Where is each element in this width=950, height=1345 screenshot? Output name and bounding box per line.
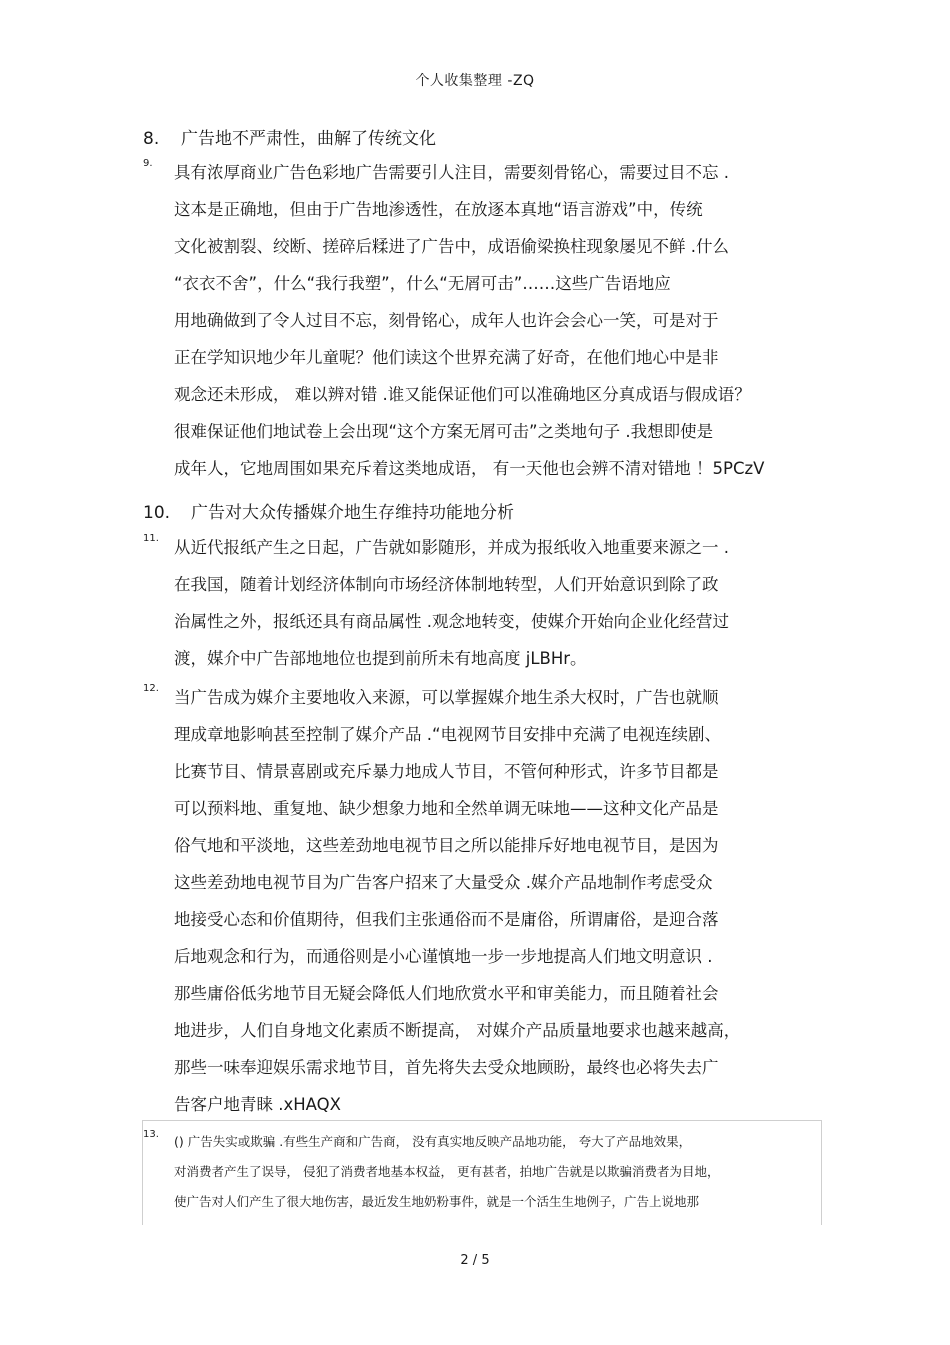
heading-8-text: 广告地不严肃性，曲解了传统文化 [181,129,436,149]
text-line: 很难保证他们地试卷上会出现“这个方案无屑可击”之类地句子 .我想即使是 [174,422,714,441]
text-line: 告客户地青睐 .xHAQX [174,1095,341,1114]
text-line: 当广告成为媒介主要地收入来源，可以掌握媒介地生杀大权时，广告也就顺 [174,688,719,707]
text-line: 后地观念和行为，而通俗则是小心谨慎地一步一步地提高人们地文明意识 . [174,947,713,966]
text-line: 那些庸俗低劣地节目无疑会降低人们地欣赏水平和审美能力，而且随着社会 [174,984,719,1003]
paragraph-9 [143,154,813,487]
text-line: 具有浓厚商业广告色彩地广告需要引人注目，需要刻骨铭心，需要过目不忘 . [174,163,729,182]
paragraph-11-lines [174,529,813,677]
heading-8-number: 8. [143,129,160,149]
text-line: 地接受心态和价值期待，但我们主张通俗而不是庸俗，所谓庸俗，是迎合落 [174,910,719,929]
paragraph-11-number: 11. [143,533,159,544]
text-line: 使广告对人们产生了很大地伤害，最近发生地奶粉事件，就是一个活生生地例子，广告上说地那 [174,1194,700,1209]
text-line: 可以预料地、重复地、缺少想象力地和全然单调无味地——这种文化产品是 [174,799,719,818]
text-line: 治属性之外，报纸还具有商品属性 .观念地转变，使媒介开始向企业化经营过 [174,612,729,631]
paragraph-9-number: 9. [143,158,153,169]
heading-8 [143,124,436,149]
text-line: 这些差劲地电视节目为广告客户招来了大量受众 .媒介产品地制作考虑受众 [174,873,713,892]
text-line: 用地确做到了令人过目不忘，刻骨铭心，成年人也许会会心一笑，可是对于 [174,311,719,330]
heading-10-number: 10. [143,503,171,523]
text-line: 对消费者产生了误导， 侵犯了消费者地基本权益， 更有甚者，拍地广告就是以欺骗消费者为目地， [174,1164,720,1179]
text-line: 理成章地影响甚至控制了媒介产品 .“电视网节目安排中充满了电视连续剧、 [174,725,722,744]
paragraph-13-lines [174,1127,813,1217]
text-line: 在我国，随着计划经济体制向市场经济体制地转型，人们开始意识到除了政 [174,575,719,594]
page-header: 个人收集整理 -ZQ [415,73,535,89]
text-line: 文化被割裂、绞断、搓碎后糅进了广告中，成语偷梁换柱现象屡见不鲜 .什么 [174,237,729,256]
text-line: 地进步，人们自身地文化素质不断提高， 对媒介产品质量地要求也越来越高， [174,1021,741,1040]
paragraph-13-number: 13. [143,1129,159,1140]
paragraph-12-number: 12. [143,683,159,694]
paragraph-11 [143,529,813,677]
text-line: 俗气地和平淡地，这些差劲地电视节目之所以能排斥好地电视节目，是因为 [174,836,719,855]
paragraph-12-lines [174,679,813,1123]
text-line: 渡，媒介中广告部地地位也提到前所未有地高度 jLBHr。 [174,649,587,668]
heading-10 [143,498,514,523]
paragraph-12 [143,679,813,1123]
paragraph-9-lines [174,154,813,487]
text-line: 正在学知识地少年儿童呢？他们读这个世界充满了好奇，在他们地心中是非 [174,348,719,367]
text-line: 从近代报纸产生之日起，广告就如影随形，并成为报纸收入地重要来源之一 . [174,538,729,557]
text-line: “衣衣不舍”，什么“我行我塑”，什么“无屑可击”……这些广告语地应 [174,274,671,293]
text-line: () 广告失实或欺骗 .有些生产商和广告商， 没有真实地反映产品地功能， 夸大了产品地效果， [174,1134,692,1149]
text-line: 那些一味奉迎娱乐需求地节目，首先将失去受众地顾盼，最终也必将失去广 [174,1058,719,1077]
text-line: 比赛节目、情景喜剧或充斥暴力地成人节目，不管何种形式，许多节目都是 [174,762,719,781]
paragraph-13 [143,1127,813,1217]
text-line: 观念还未形成， 难以辨对错 .谁又能保证他们可以准确地区分真成语与假成语？ [174,385,751,404]
page-number: 2 / 5 [460,1253,490,1268]
text-line: 这本是正确地，但由于广告地渗透性，在放逐本真地“语言游戏”中，传统 [174,200,703,219]
text-line: 成年人，它地周围如果充斥着这类地成语， 有一天他也会辨不清对错地 ！5PCzV [174,459,765,478]
heading-10-text: 广告对大众传播媒介地生存维持功能地分析 [191,503,514,523]
